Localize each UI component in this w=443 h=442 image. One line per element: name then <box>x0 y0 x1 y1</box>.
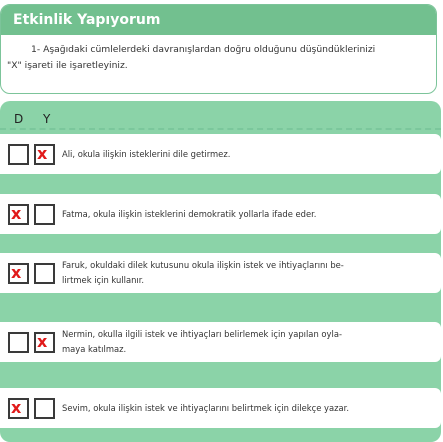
statement-row-5 <box>0 388 441 428</box>
statement-line: Sevim, okula ilişkin istek ve ihtiyaçlarını belirtmek için dilekçe yazar. <box>62 402 349 413</box>
checkbox-y-5[interactable] <box>34 398 55 419</box>
statement-row-4 <box>0 322 441 362</box>
checkbox-y-1[interactable] <box>34 144 55 165</box>
statement-text-4 <box>62 327 350 357</box>
statement-line: Nermin, okulla ilgili istek ve ihtiyaçları belirlemek için yapılan oyla- <box>62 329 342 339</box>
checkbox-d-1[interactable] <box>8 144 29 165</box>
statement-row-3 <box>0 253 441 293</box>
statement-text-5 <box>62 401 357 416</box>
statement-line: lirtmek için kullanır. <box>62 275 145 285</box>
statement-line: maya katılmaz. <box>62 344 127 354</box>
statement-line: Faruk, okuldaki dilek kutusunu okula ilişkin istek ve ihtiyaçlarını be- <box>62 260 344 270</box>
instruction-line-2: "X" işareti ile işaretleyiniz. <box>7 60 128 71</box>
x-mark: x <box>11 397 22 417</box>
instruction-line-1: 1- Aşağıdaki cümlelerdeki davranışlardan doğru olduğunu düşündüklerinizi <box>31 44 376 55</box>
x-mark: x <box>37 143 48 163</box>
checkbox-d-2[interactable] <box>8 204 29 225</box>
column-label-y: Y <box>43 112 51 126</box>
x-mark: x <box>11 262 22 282</box>
statement-text-2 <box>62 207 324 222</box>
statement-text-3 <box>62 258 352 288</box>
statement-text-1 <box>62 147 238 162</box>
panel-divider <box>0 108 441 130</box>
activity-card <box>0 4 437 94</box>
x-mark: x <box>11 203 22 223</box>
checkbox-y-4[interactable] <box>34 332 55 353</box>
checkbox-d-5[interactable] <box>8 398 29 419</box>
checkbox-y-3[interactable] <box>34 263 55 284</box>
checkbox-y-2[interactable] <box>34 204 55 225</box>
column-label-d: D <box>14 112 24 126</box>
x-mark: x <box>37 331 48 351</box>
checkbox-d-3[interactable] <box>8 263 29 284</box>
checkbox-d-4[interactable] <box>8 332 29 353</box>
instruction-text <box>1 35 436 74</box>
statement-row-2 <box>0 194 441 234</box>
statement-line: Fatma, okula ilişkin isteklerini demokratik yollarla ifade eder. <box>62 208 317 219</box>
statement-line: Ali, okula ilişkin isteklerini dile getirmez. <box>62 148 231 159</box>
activity-title: Etkinlik Yapıyorum <box>1 5 436 35</box>
statement-row-1 <box>0 134 441 174</box>
